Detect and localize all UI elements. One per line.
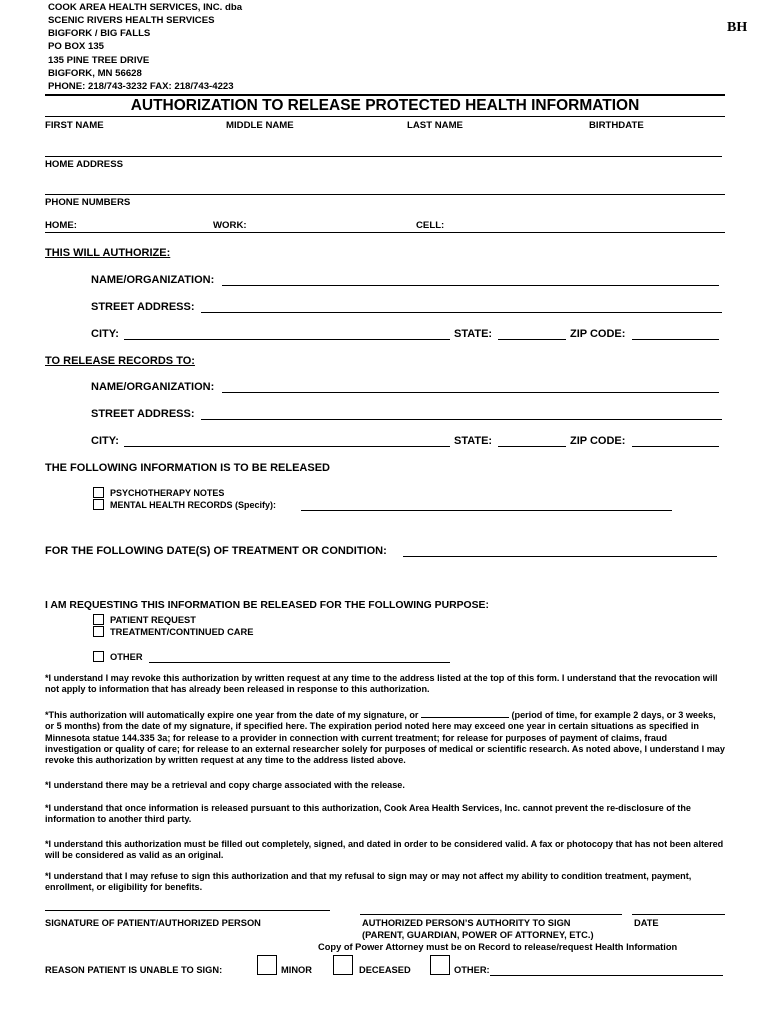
form-title: AUTHORIZATION TO RELEASE PROTECTED HEALTH INFORMATION: [130, 97, 640, 114]
authorize-zip-label: ZIP CODE:: [570, 328, 626, 340]
treatment-care-label: TREATMENT/CONTINUED CARE: [110, 627, 254, 637]
psychotherapy-notes-checkbox[interactable]: [93, 487, 104, 498]
release-state-field[interactable]: [498, 446, 566, 447]
release-to-heading: TO RELEASE RECORDS TO:: [45, 355, 195, 367]
redisclosure-paragraph: *I understand that once information is released pursuant to this authorization, Cook Area Health Services, Inc. cannot prevent the re-disclosure of the information to another third party.: [45, 803, 691, 825]
other-purpose-checkbox[interactable]: [93, 651, 104, 662]
authorize-heading: THIS WILL AUTHORIZE:: [45, 247, 171, 259]
header-line-7: PHONE: 218/743-3232 FAX: 218/743-4223: [48, 81, 234, 92]
authorize-street-label: STREET ADDRESS:: [91, 301, 195, 313]
last-name-label: LAST NAME: [407, 120, 463, 131]
expiration-paragraph: [45, 707, 725, 766]
authority-signature-line[interactable]: [360, 914, 622, 915]
validity-paragraph: *I understand this authorization must be filled out completely, signed, and dated in order to be considered valid. A fax or photocopy that has not been altered will be considered as valid as an original.: [45, 839, 724, 861]
patient-request-checkbox[interactable]: [93, 614, 104, 625]
patient-signature-label: SIGNATURE OF PATIENT/AUTHORIZED PERSON: [45, 918, 261, 928]
header-line-3: BIGFORK / BIG FALLS: [48, 28, 151, 39]
release-name-org-field[interactable]: [222, 392, 719, 393]
other-purpose-field[interactable]: [149, 662, 450, 663]
phone-numbers-label: PHONE NUMBERS: [45, 197, 131, 208]
reason-label: REASON PATIENT IS UNABLE TO SIGN:: [45, 965, 223, 975]
name-entry-line[interactable]: [45, 156, 722, 157]
header-line-1: COOK AREA HEALTH SERVICES, INC. dba: [48, 2, 243, 13]
expiration-text-end: (period of time, for example 2 days, or 3 weeks, or 5 months) from the date of my signature, if specified here. The expiration period noted here may exceed one year in certain situations as specified in Minnesota statue 144.335 3a; for release to a provider in connection with current treatment; for release for purposes of payment of claims, fraud investigation or quality of care; for release to an external researcher solely for purposes of medical or scientific research. As noted above, I understand I may revoke this authorization by written request at any time to the address listed above.: [45, 710, 725, 766]
date-label: DATE: [634, 918, 659, 928]
authorize-zip-field[interactable]: [632, 339, 719, 340]
minor-checkbox[interactable]: [257, 955, 277, 975]
mental-health-records-checkbox[interactable]: [93, 499, 104, 510]
deceased-checkbox[interactable]: [333, 955, 353, 975]
release-zip-label: ZIP CODE:: [570, 435, 626, 447]
address-entry-line[interactable]: [45, 194, 725, 195]
release-city-label: CITY:: [91, 435, 119, 447]
authorize-city-label: CITY:: [91, 328, 119, 340]
patient-request-label: PATIENT REQUEST: [110, 615, 196, 625]
release-name-org-label: NAME/ORGANIZATION:: [91, 381, 215, 393]
authority-sub-label: (PARENT, GUARDIAN, POWER OF ATTORNEY, ETC.): [362, 930, 594, 940]
expiration-text-start: *This authorization will automatically expire one year from the date of my signature, or: [45, 710, 419, 720]
header-line-2: SCENIC RIVERS HEALTH SERVICES: [48, 15, 215, 26]
authority-label: AUTHORIZED PERSON’S AUTHORITY TO SIGN: [362, 918, 571, 928]
purpose-heading: I AM REQUESTING THIS INFORMATION BE RELEASED FOR THE FOLLOWING PURPOSE:: [45, 600, 489, 611]
authorize-city-field[interactable]: [124, 339, 450, 340]
mental-health-records-label: MENTAL HEALTH RECORDS (Specify):: [110, 500, 277, 510]
home-phone-label: HOME:: [45, 220, 77, 231]
middle-name-label: MIDDLE NAME: [226, 120, 294, 131]
info-heading: THE FOLLOWING INFORMATION IS TO BE RELEASED: [45, 462, 330, 474]
other-reason-checkbox[interactable]: [430, 955, 450, 975]
mental-health-records-field[interactable]: [301, 510, 672, 511]
treatment-care-checkbox[interactable]: [93, 626, 104, 637]
expiration-period-field[interactable]: [421, 707, 509, 718]
release-street-label: STREET ADDRESS:: [91, 408, 195, 420]
first-name-label: FIRST NAME: [45, 120, 104, 131]
treatment-dates-label: FOR THE FOLLOWING DATE(S) OF TREATMENT OR CONDITION:: [45, 545, 387, 557]
phone-entry-line[interactable]: [45, 232, 725, 233]
deceased-label: DECEASED: [359, 965, 411, 975]
other-reason-label: OTHER:: [454, 965, 490, 975]
title-top-rule: [45, 94, 725, 96]
patient-signature-line[interactable]: [45, 910, 330, 911]
authorize-state-label: STATE:: [454, 328, 493, 340]
title-bottom-rule: [45, 116, 725, 117]
birthdate-label: BIRTHDATE: [589, 120, 644, 131]
home-address-label: HOME ADDRESS: [45, 159, 124, 170]
psychotherapy-notes-label: PSYCHOTHERAPY NOTES: [110, 488, 225, 498]
form-code: BH: [727, 20, 748, 35]
poa-note: Copy of Power Attorney must be on Record to release/request Health Information: [318, 942, 678, 952]
header-line-4: PO BOX 135: [48, 41, 104, 52]
revoke-paragraph: *I understand I may revoke this authorization by written request at any time to the address listed at the top of this form. I understand that the revocation will not apply to information that has already been released in response to this authorization.: [45, 673, 718, 695]
treatment-dates-field[interactable]: [403, 556, 717, 557]
date-line[interactable]: [632, 914, 725, 915]
header-line-5: 135 PINE TREE DRIVE: [48, 55, 150, 66]
authorize-name-org-label: NAME/ORGANIZATION:: [91, 274, 215, 286]
release-street-field[interactable]: [201, 419, 722, 420]
authorize-street-field[interactable]: [201, 312, 722, 313]
other-reason-field[interactable]: [490, 975, 723, 976]
authorize-name-org-field[interactable]: [222, 285, 719, 286]
authorize-state-field[interactable]: [498, 339, 566, 340]
copy-charge-paragraph: *I understand there may be a retrieval and copy charge associated with the release.: [45, 780, 405, 790]
work-phone-label: WORK:: [213, 220, 247, 231]
release-zip-field[interactable]: [632, 446, 719, 447]
release-state-label: STATE:: [454, 435, 493, 447]
minor-label: MINOR: [281, 965, 312, 975]
release-city-field[interactable]: [124, 446, 450, 447]
refusal-paragraph: *I understand that I may refuse to sign this authorization and that my refusal to sign may or may not affect my ability to condition treatment, payment, enrollment, or eligibility for benefits.: [45, 871, 692, 893]
header-line-6: BIGFORK, MN 56628: [48, 68, 142, 79]
other-purpose-label: OTHER: [110, 652, 143, 662]
cell-phone-label: CELL:: [416, 220, 445, 231]
